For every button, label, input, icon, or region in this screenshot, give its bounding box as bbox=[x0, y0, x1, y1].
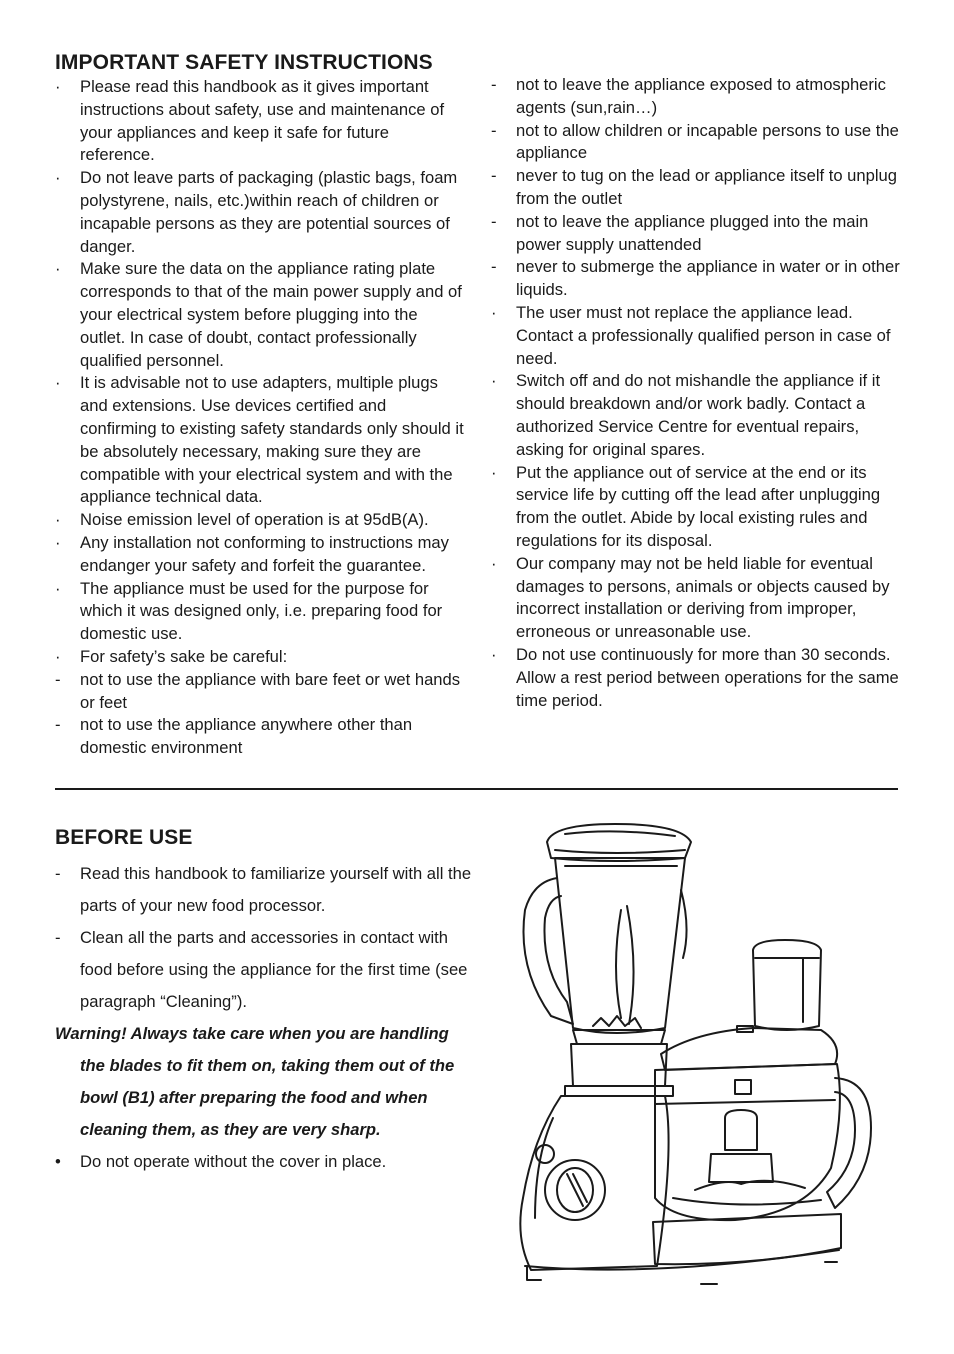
list-mark: · bbox=[55, 77, 61, 96]
list-mark: · bbox=[55, 646, 61, 666]
list-item bbox=[491, 370, 903, 461]
list-item bbox=[55, 509, 467, 532]
list-mark: · bbox=[491, 553, 497, 573]
list-item bbox=[55, 258, 467, 372]
list-mark: • bbox=[55, 1152, 61, 1171]
section-divider bbox=[55, 788, 898, 790]
list-item bbox=[55, 669, 467, 715]
list-item-text: For safety’s sake be careful: bbox=[80, 646, 288, 666]
list-item bbox=[491, 120, 903, 166]
list-mark: - bbox=[491, 75, 497, 94]
safety-left-column bbox=[55, 76, 467, 760]
blade-warning: Warning! Always take care when you are handling the blades to fit them on, taking them out of the bowl (B1) after preparing the food and when cleaning them, as they are very sharp. bbox=[55, 1024, 455, 1139]
list-item-text: Please read this handbook as it gives important instructions about safety, use and maintenance of your appliances and keep it safe for future reference. bbox=[80, 77, 445, 165]
list-mark: · bbox=[55, 510, 61, 530]
list-mark: · bbox=[491, 462, 497, 482]
list-item bbox=[55, 76, 467, 167]
list-item-text: not to use the appliance anywhere other than domestic environment bbox=[80, 715, 413, 758]
before-use-title: BEFORE USE bbox=[55, 826, 193, 849]
processor-bowl bbox=[655, 1064, 840, 1220]
safety-right-column bbox=[491, 74, 903, 712]
list-mark: · bbox=[55, 168, 61, 188]
list-item-text: Clean all the parts and accessories in contact with food before using the appliance for the first time (see paragraph “Cleaning”). bbox=[80, 928, 468, 1011]
list-item-text: Our company may not be held liable for eventual damages to persons, animals or objects caused by incorrect installation or deriving from improper, erroneous or unreasonable use. bbox=[516, 553, 890, 642]
list-mark: · bbox=[491, 371, 497, 391]
list-item-text: not to allow children or incapable persons to use the appliance bbox=[516, 120, 899, 163]
list-item-text: not to leave the appliance exposed to atmospheric agents (sun,rain…) bbox=[516, 75, 886, 117]
list-mark: · bbox=[55, 373, 61, 393]
list-mark: - bbox=[491, 120, 497, 140]
list-mark: - bbox=[55, 864, 61, 883]
list-item-text: Do not use continuously for more than 30 seconds. Allow a rest period between operations for the same time period. bbox=[516, 644, 899, 710]
list-item-text: Any installation not conforming to instructions may endanger your safety and forfeit the guarantee. bbox=[80, 532, 449, 575]
list-mark: · bbox=[55, 532, 61, 552]
motor-base bbox=[520, 1096, 668, 1270]
list-item-text: not to leave the appliance plugged into the main power supply unattended bbox=[516, 211, 869, 254]
list-item-text: The user must not replace the appliance lead. Contact a professionally qualified person in case of need. bbox=[516, 302, 891, 368]
list-item-text: Read this handbook to familiarize yourself with all the parts of your new food processor. bbox=[80, 864, 472, 915]
list-item bbox=[491, 211, 903, 257]
list-item-text: Switch off and do not mishandle the appliance if it should breakdown and/or work badly. Contact a authorized Service Centre for eventual repairs, asking for original spares. bbox=[516, 371, 881, 459]
list-item bbox=[55, 714, 467, 760]
food-processor-illustration bbox=[505, 818, 885, 1303]
list-mark: · bbox=[491, 644, 497, 664]
list-mark: - bbox=[55, 669, 61, 689]
list-item-text: Noise emission level of operation is at 95dB(A). bbox=[80, 510, 429, 530]
list-item-text: Make sure the data on the appliance rating plate corresponds to that of the main power supply and of your electrical system before plugging into the outlet. In case of doubt, contact professionally qualified personnel. bbox=[80, 259, 462, 370]
list-item bbox=[491, 462, 903, 553]
list-mark: - bbox=[491, 211, 497, 231]
list-item-text: Put the appliance out of service at the end or its service life by cutting off the lead after unplugging from the outlet. Abide by local existing rules and regulations for its disposal. bbox=[516, 462, 881, 550]
list-item bbox=[55, 1146, 475, 1178]
list-item bbox=[55, 922, 475, 1018]
list-mark: - bbox=[55, 715, 61, 735]
list-mark: · bbox=[55, 259, 61, 279]
list-item bbox=[55, 167, 467, 258]
list-mark: · bbox=[55, 578, 61, 598]
list-item bbox=[491, 644, 903, 712]
list-mark: · bbox=[491, 302, 497, 322]
blender-lid bbox=[547, 824, 691, 861]
list-item-text: not to use the appliance with bare feet or wet hands or feet bbox=[80, 669, 461, 712]
list-item bbox=[491, 553, 903, 644]
list-item-text: The appliance must be used for the purpose for which it was designed only, i.e. preparing food for domestic use. bbox=[80, 578, 443, 644]
safety-title: IMPORTANT SAFETY INSTRUCTIONS bbox=[55, 51, 433, 74]
list-item bbox=[491, 165, 903, 211]
feed-tube bbox=[753, 940, 821, 1030]
list-item-text: never to submerge the appliance in water or in other liquids. bbox=[516, 257, 900, 300]
list-item bbox=[55, 578, 467, 646]
list-item bbox=[491, 302, 903, 370]
list-mark: - bbox=[491, 166, 497, 186]
list-item bbox=[55, 646, 467, 669]
list-mark: - bbox=[491, 257, 497, 277]
list-item-text: Do not leave parts of packaging (plastic bags, foam polystyrene, nails, etc.)within reach of children or incapable persons as they are potential sources of danger. bbox=[80, 168, 458, 256]
bowl-lid bbox=[661, 1028, 837, 1070]
list-item bbox=[55, 858, 475, 922]
list-item bbox=[491, 74, 903, 120]
list-item-text: never to tug on the lead or appliance itself to unplug from the outlet bbox=[516, 166, 897, 208]
before-use-list bbox=[55, 858, 475, 1178]
list-item-text: Do not operate without the cover in place. bbox=[80, 1152, 387, 1171]
list-item bbox=[491, 256, 903, 302]
list-item bbox=[55, 532, 467, 578]
list-item bbox=[55, 372, 467, 509]
list-mark: - bbox=[55, 928, 61, 947]
list-item-text: It is advisable not to use adapters, multiple plugs and extensions. Use devices certified and confirming to existing safety standards only should it be absolutely necessary, making sure they are compatible with your electrical system and with the appliance technical data. bbox=[80, 373, 464, 507]
